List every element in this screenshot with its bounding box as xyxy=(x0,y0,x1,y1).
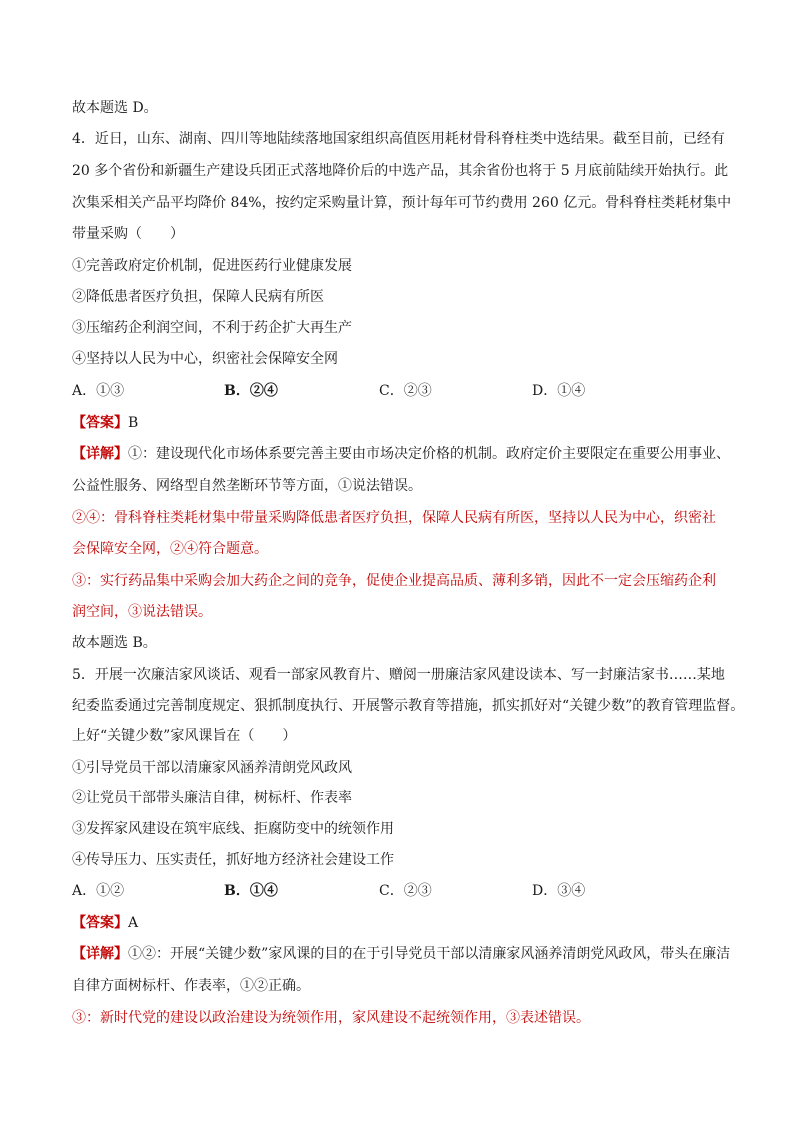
q4-answer xyxy=(72,413,138,433)
q4-detail-1-text: ①：建设现代化市场体系要完善主要由市场决定价格的机制。政府定价主要限定在重要公用事业、 xyxy=(128,446,730,462)
q5-option-a: A．①② xyxy=(72,883,125,899)
q5-item-2: ②让党员干部带头廉洁自律，树标杆、作表率 xyxy=(72,790,352,806)
q4-detail-1-line-1 xyxy=(72,444,730,464)
q5-options xyxy=(72,881,732,901)
q5-item-4: ④传导压力、压实责任，抓好地方经济社会建设工作 xyxy=(72,852,394,868)
q4-option-c: C．②③ xyxy=(379,383,432,399)
q4-option-d: D．①④ xyxy=(532,383,586,399)
q5-option-d: D．③④ xyxy=(532,883,586,899)
q4-stem-line-1: 4．近日，山东、湖南、四川等地陆续落地国家组织高值医用耗材骨科脊柱类中选结果。截至目前，已经有 xyxy=(72,131,725,147)
q4-detail-3-line-2: 润空间，③说法错误。 xyxy=(72,604,212,620)
q5-detail-1-text: ①②：开展“关键少数”家风课的目的在于引导党员干部以清廉家风涵养清朗党风政风，带头在廉洁 xyxy=(128,946,731,962)
q4-detail-1-line-2: 公益性服务、网络型自然垄断环节等方面，①说法错误。 xyxy=(72,478,422,494)
q4-stem-line-3: 次集采相关产品平均降价 84%，按约定采购量计算，预计每年可节约费用 260 亿元。骨科脊柱类耗材集中 xyxy=(72,195,732,211)
q4-conclusion: 故本题选 B。 xyxy=(72,635,157,651)
q4-item-2: ②降低患者医疗负担，保障人民病有所医 xyxy=(72,289,324,305)
q4-item-1: ①完善政府定价机制，促进医药行业健康发展 xyxy=(72,258,352,274)
q5-item-3: ③发挥家风建设在筑牢底线、拒腐防变中的统领作用 xyxy=(72,821,394,837)
q4-answer-tag: 【答案】 xyxy=(72,415,128,431)
q5-item-1: ①引导党员干部以清廉家风涵养清朗党风政风 xyxy=(72,760,352,776)
q4-detail-2-line-2: 会保障安全网，②④符合题意。 xyxy=(72,541,268,557)
q5-stem-line-1: 5．开展一次廉洁家风谈话、观看一部家风教育片、赠阅一册廉洁家风建设读本、写一封廉洁家书……某地 xyxy=(72,667,725,683)
q4-option-b: B．②④ xyxy=(224,383,278,399)
q4-detail-3-line-1: ③：实行药品集中采购会加大药企之间的竞争，促使企业提高品质、薄利多销，因此不一定会压缩药企利 xyxy=(72,573,716,589)
q5-detail-1-line-2: 自律方面树标杆、作表率，①②正确。 xyxy=(72,978,310,994)
q4-detail-tag: 【详解】 xyxy=(72,446,128,462)
q5-option-b: B．①④ xyxy=(224,883,278,899)
q5-answer-value: A xyxy=(128,915,139,931)
q4-answer-value: B xyxy=(128,415,139,431)
q5-detail-tag: 【详解】 xyxy=(72,946,128,962)
q4-item-3: ③压缩药企利润空间，不利于药企扩大再生产 xyxy=(72,320,352,336)
q5-answer xyxy=(72,913,138,933)
q4-item-4: ④坚持以人民为中心，织密社会保障安全网 xyxy=(72,351,338,367)
q4-options xyxy=(72,381,732,401)
q5-detail-1-line-1 xyxy=(72,944,730,964)
q5-answer-tag: 【答案】 xyxy=(72,915,128,931)
q5-option-c: C．②③ xyxy=(379,883,432,899)
prev-conclusion: 故本题选 D。 xyxy=(72,100,158,116)
q4-stem-line-2: 20 多个省份和新疆生产建设兵团正式落地降价后的中选产品，其余省份也将于 5 月底前陆续开始执行。此 xyxy=(72,163,729,179)
q5-stem-line-3: 上好“关键少数”家风课旨在（ ） xyxy=(72,728,297,744)
q4-stem-line-4: 带量采购（ ） xyxy=(72,226,184,242)
q4-detail-2-line-1: ②④：骨科脊柱类耗材集中带量采购降低患者医疗负担，保障人民病有所医，坚持以人民为中心，织密社 xyxy=(72,510,716,526)
q4-option-a: A．①③ xyxy=(72,383,125,399)
q5-detail-2-line-1: ③：新时代党的建设以政治建设为统领作用，家风建设不起统领作用，③表述错误。 xyxy=(72,1010,590,1026)
q5-stem-line-2: 纪委监委通过完善制度规定、狠抓制度执行、开展警示教育等措施，抓实抓好对“关键少数”的教育管理监督。 xyxy=(72,698,745,714)
